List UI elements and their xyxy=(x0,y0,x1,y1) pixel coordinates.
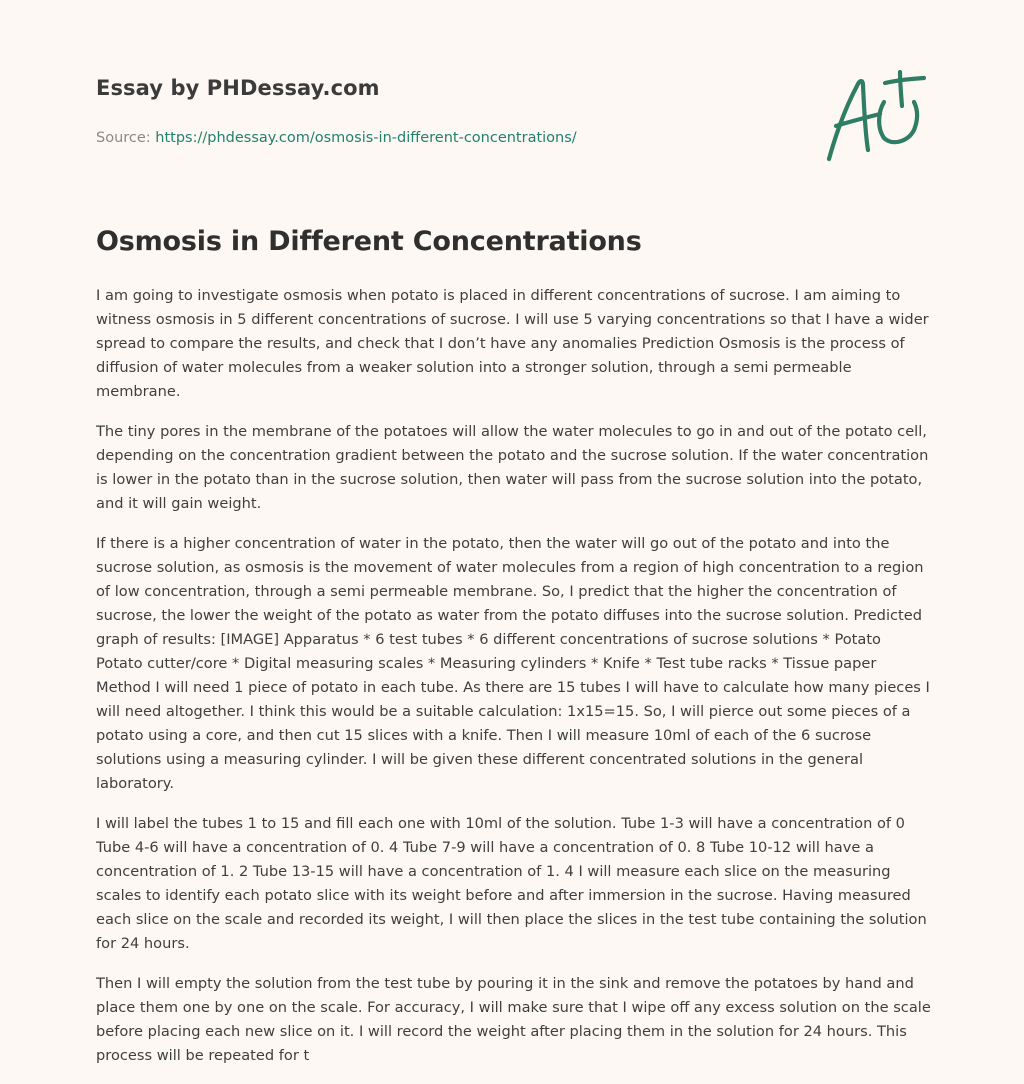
site-brand: Essay by PHDessay.com xyxy=(96,76,380,100)
essay-body xyxy=(96,284,932,1084)
essay-paragraph: I will label the tubes 1 to 15 and fill each one with 10ml of the solution. Tube 1-3 will have a concentration of 0 Tube 4-6 will have a concentration of 0. 4 Tube 7-9 will have a concentration of 0. 8 Tube 10-12 will have a concentration of 1. 2 Tube 13-15 will have a concentration of 1. 4 I will measure each slice on the measuring scales to identify each potato slice with its weight before and after immersion in the sucrose. Having measured each slice on the scale and recorded its weight, I will then place the slices in the test tube containing the solution for 24 hours. xyxy=(96,815,927,952)
page-header xyxy=(96,76,796,146)
essay-paragraph: I am going to investigate osmosis when potato is placed in different concentrations of sucrose. I am aiming to witness osmosis in 5 different concentrations of sucrose. I will use 5 varying concentrations so that I have a wider spread to compare the results, and check that I don’t have any anomalies Prediction Osmosis is the process of diffusion of water molecules from a weaker solution into a stronger solution, through a semi permeable membrane. xyxy=(96,287,929,400)
essay-paragraph: If there is a higher concentration of water in the potato, then the water will go out of the potato and into the sucrose solution, as osmosis is the movement of water molecules from a region of high concentration to a region of low concentration, through a semi permeable membrane. So, I predict that the higher the concentration of sucrose, the lower the weight of the potato as water from the potato diffuses into the sucrose solution. Predicted graph of results: [IMAGE] Apparatus * 6 test tubes * 6 different concentrations of sucrose solutions * Potato Potato cutter/core * Digital measuring scales * Measuring cylinders * Knife * Test tube racks * Tissue paper Method I will need 1 piece of potato in each tube. As there are 15 tubes I will have to calculate how many pieces I will need altogether. I think this would be a suitable calculation: 1x15=15. So, I will pierce out some pieces of a potato using a core, and then cut 15 slices with a knife. Then I will measure 10ml of each of the 6 sucrose solutions using a measuring cylinder. I will be given these different concentrated solutions in the general laboratory. xyxy=(96,535,930,792)
source-label: Source: xyxy=(96,130,156,146)
a-plus-logo-icon xyxy=(822,70,926,164)
source-link[interactable]: https://phdessay.com/osmosis-in-different-concentrations/ xyxy=(155,130,577,146)
source-line xyxy=(96,130,796,146)
essay-paragraph: The tiny pores in the membrane of the potatoes will allow the water molecules to go in and out of the potato cell, depending on the concentration gradient between the potato and the sucrose solution. If the water concentration is lower in the potato than in the sucrose solution, then water will pass from the sucrose solution into the potato, and it will gain weight. xyxy=(96,423,929,512)
essay-paragraph: Then I will empty the solution from the test tube by pouring it in the sink and remove the potatoes by hand and place them one by one on the scale. For accuracy, I will make sure that I wipe off any excess solution on the scale before placing each new slice on it. I will record the weight after placing them in the solution for 24 hours. This process will be repeated for t xyxy=(96,975,931,1064)
essay-title: Osmosis in Different Concentrations xyxy=(96,226,642,257)
